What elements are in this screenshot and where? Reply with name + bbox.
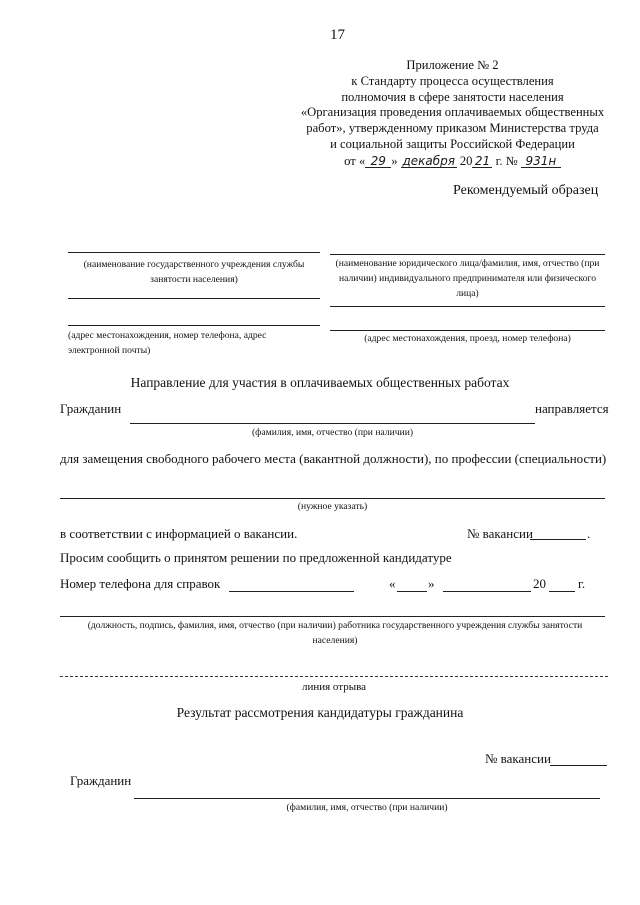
specify-caption: (нужное указать) <box>297 501 368 512</box>
vacancy-purpose: для замещения свободного рабочего места (вакантной должности), по профессии (специальности) <box>60 451 607 466</box>
citizen-fio-caption-2: (фамилия, имя, отчество (при наличии) <box>286 802 448 813</box>
citizen-label-2: Гражданин <box>70 773 132 788</box>
date-open-quote: « <box>389 576 396 591</box>
vacancy-number-label-2: № вакансии <box>485 751 551 766</box>
citizen-fio-caption: (фамилия, имя, отчество (при наличии) <box>251 427 414 438</box>
per-vacancy-info: в соответствии с информацией о вакансии. <box>60 526 298 541</box>
vacancy-number-line <box>530 539 586 540</box>
employer-name-line <box>330 254 605 255</box>
date-month-line <box>443 591 531 592</box>
vacancy-number-line-2 <box>550 765 607 766</box>
signature-line <box>60 616 605 617</box>
year-suffix: г. <box>578 576 586 591</box>
appendix-block <box>280 58 625 170</box>
handwritten-month: декабря <box>402 153 455 168</box>
signature-caption: (должность, подпись, фамилия, имя, отчество (при наличии) работника государственного учреждения службы занятости населения) <box>87 620 583 646</box>
org-address-line <box>68 325 320 326</box>
org-name-line <box>68 252 320 253</box>
date-close-quote: » <box>428 576 435 591</box>
org-name-caption: (наименование государственного учреждения службы занятости населения) <box>83 259 305 285</box>
appendix-line: Приложение № 2 <box>406 58 499 72</box>
order-date-line: от « 29 » декабря 20 21 г. № 931н <box>280 154 625 170</box>
appendix-line: полномочия в сфере занятости населения <box>341 89 564 104</box>
employer-address-caption: (адрес местонахождения, проезд, номер телефона) <box>364 333 571 344</box>
org-extra-line <box>68 298 320 299</box>
employer-extra-line <box>330 306 605 307</box>
vacancy-number-end: . <box>587 526 591 541</box>
tear-line-label: линия отрыва <box>301 681 367 693</box>
phone-label: Номер телефона для справок <box>60 576 221 591</box>
appendix-line: работ», утвержденному приказом Министерства труда <box>306 121 599 136</box>
appendix-line: к Стандарту процесса осуществления <box>351 73 554 88</box>
appendix-line: «Организация проведения оплачиваемых общественных <box>300 105 605 120</box>
employer-name-caption: (наименование юридического лица/фамилия, имя, отчество (при наличии) индивидуального предпринимателя или физического лица) <box>335 258 600 299</box>
appendix-line: и социальной защиты Российской Федерации <box>330 136 575 151</box>
request-text: Просим сообщить о принятом решении по предложенной кандидатуре <box>60 550 452 565</box>
handwritten-order-number: 931н <box>521 155 561 168</box>
date-year-line <box>549 591 575 592</box>
org-address-caption: (адрес местонахождения, номер телефона, адрес электронной почты) <box>68 330 267 356</box>
vacancy-number-label: № вакансии <box>467 526 533 541</box>
handwritten-year: 21 <box>472 155 492 168</box>
handwritten-day: 29 <box>365 155 391 168</box>
phone-number-line <box>229 591 354 592</box>
tear-off-line <box>60 676 608 677</box>
page-number: 17 <box>330 27 345 43</box>
document-title: Направление для участия в оплачиваемых общественных работах <box>130 375 510 390</box>
sample-label: Рекомендуемый образец <box>453 183 599 198</box>
citizen-fio-line-2 <box>134 798 600 799</box>
result-title: Результат рассмотрения кандидатуры гражданина <box>176 705 464 720</box>
directed-label: направляется <box>535 401 609 416</box>
year-prefix: 20 <box>533 576 546 591</box>
citizen-fio-line <box>130 423 535 424</box>
date-day-line <box>397 591 427 592</box>
citizen-label: Гражданин <box>60 401 122 416</box>
